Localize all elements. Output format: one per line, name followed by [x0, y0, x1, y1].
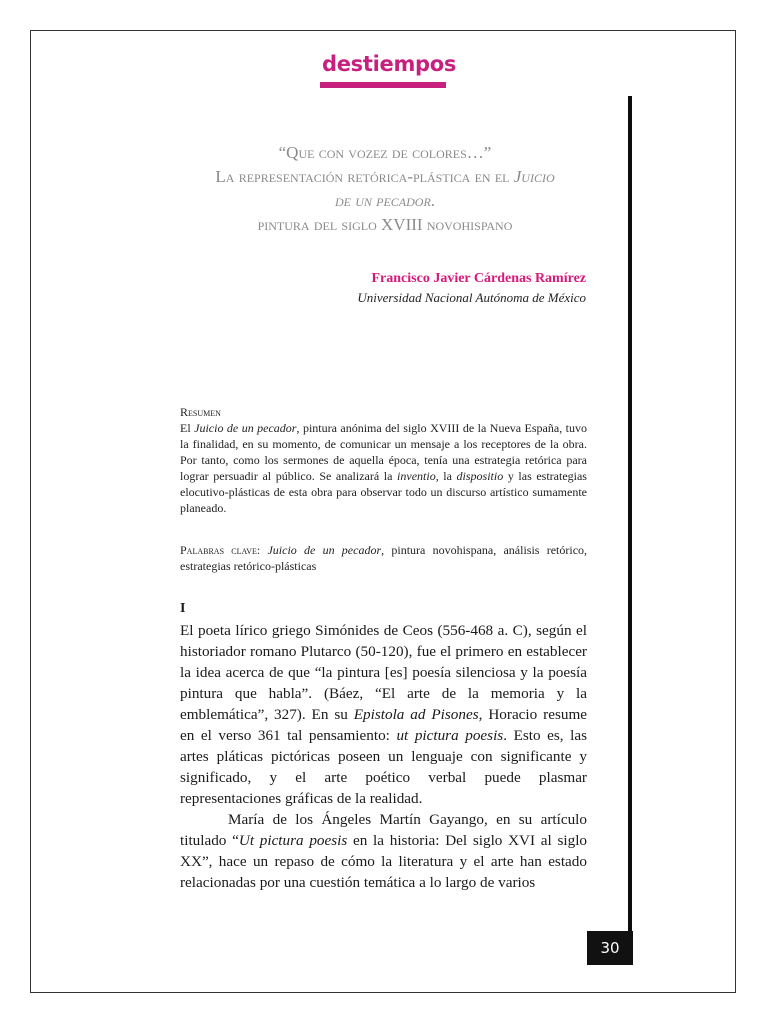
- body-text: [180, 620, 587, 893]
- keywords: Palabras clave: Juicio de un pecador, pintura novohispana, análisis retórico, estrategias retórico-plásticas: [180, 543, 588, 573]
- page-number: 30: [587, 931, 633, 965]
- title-line-2: La representación retórica-plástica en el Juicio: [215, 167, 555, 186]
- logo-underline: [320, 82, 446, 88]
- author-name: Francisco Javier Cárdenas Ramírez: [371, 271, 586, 286]
- title-line-1: “Que con vozez de colores…”: [278, 143, 492, 162]
- margin-rule: [628, 96, 632, 962]
- keywords-heading: Palabras clave: [180, 543, 257, 557]
- title-line-3: de un pecador.: [334, 191, 436, 210]
- abstract: [180, 404, 587, 516]
- article-title: [150, 141, 620, 237]
- abstract-text: El Juicio de un pecador, pintura anónima del siglo XVIII de la Nueva España, tuvo la finalidad, en su momento, de comunicar un mensaje a los receptores de la obra. Por tanto, como los sermones de aquella época, tenía una estrategia retórica para lograr persuadir al público. Se analizará la inventio, la dispositio y las estrategias elocutivo-plásticas de esta obra para observar todo un discurso artístico sumamente planeado.: [180, 421, 588, 515]
- abstract-heading: Resumen: [180, 405, 221, 419]
- section-number: I: [180, 601, 186, 616]
- paragraph-1: El poeta lírico griego Simónides de Ceos (556-468 a. C), según el historiador romano Plutarco (50-120), fue el primero en establecer la idea acerca de que “la pintura [es] poesía silenciosa y la poesía pintura que habla”. (Báez, “El arte de la memoria y la emblemática”, 327). En su Epistola ad Pisones, Horacio resume en el verso 361 tal pensamiento: ut pictura poesis. Esto es, las artes pláticas pictóricas poseen un lenguaje con significante y significado, y el arte poético verbal puede plasmar representaciones gráficas de la realidad.: [180, 622, 587, 807]
- author-affiliation: Universidad Nacional Autónoma de México: [357, 290, 586, 305]
- journal-logo: destiempos: [322, 52, 457, 76]
- title-line-4: pintura del siglo XVIII novohispano: [257, 215, 513, 234]
- paragraph-2: María de los Ángeles Martín Gayango, en su artículo titulado “Ut pictura poesis en la historia: Del siglo XVI al siglo XX”, hace un repaso de cómo la literatura y el arte han estado relacionadas por una cuestión temática a lo largo de varios: [180, 811, 588, 891]
